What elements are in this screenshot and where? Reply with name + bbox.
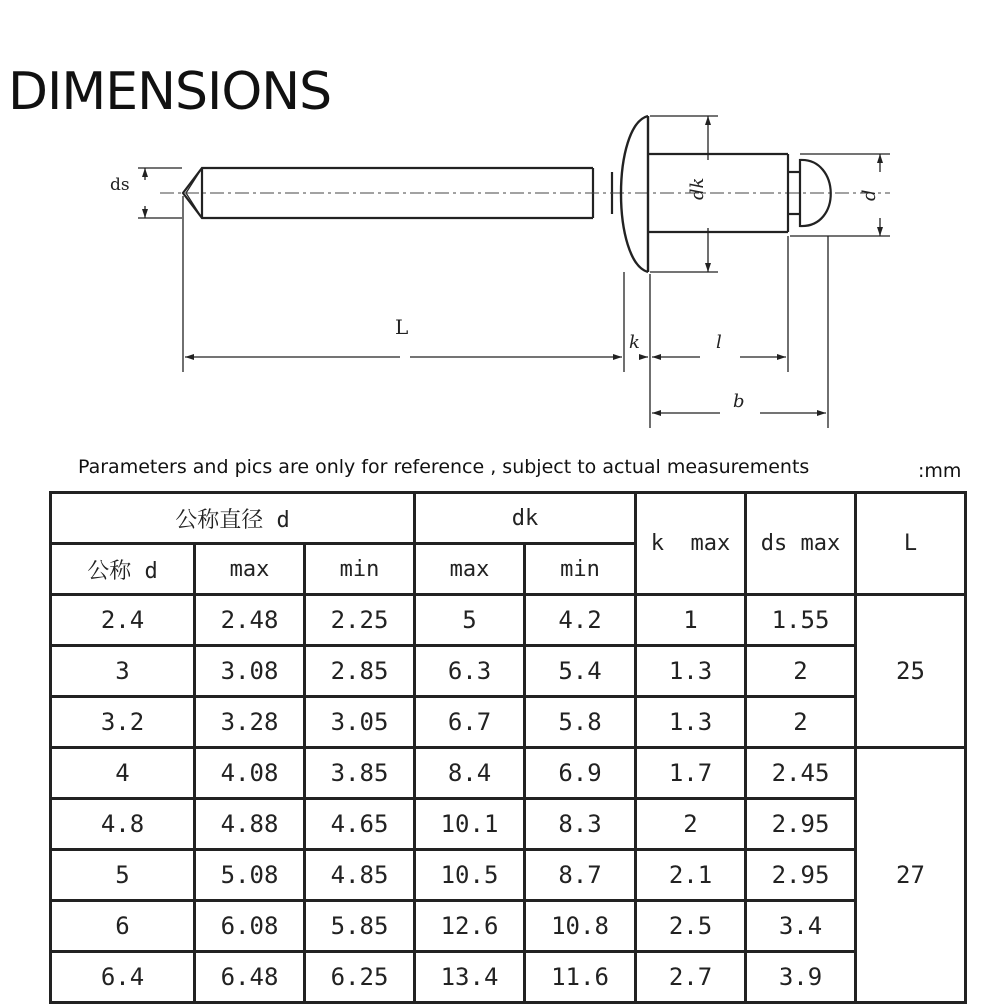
- header-L: L: [856, 493, 966, 595]
- cell-ds-max: 2.95: [746, 850, 856, 901]
- cell-L-group-1: 25: [856, 595, 966, 748]
- cell-d-min: 5.85: [305, 901, 415, 952]
- unit-label: :mm: [918, 460, 962, 482]
- cell-k-max: 1: [636, 595, 746, 646]
- cell-nominal-d: 3.2: [51, 697, 195, 748]
- cell-d-min: 3.85: [305, 748, 415, 799]
- cell-d-max: 4.08: [195, 748, 305, 799]
- table-row: [51, 595, 966, 646]
- table-row: [51, 952, 966, 1003]
- cell-dk-min: 5.8: [525, 697, 636, 748]
- cell-d-min: 2.25: [305, 595, 415, 646]
- cell-dk-max: 6.7: [415, 697, 525, 748]
- label-l: l: [716, 332, 722, 353]
- cell-ds-max: 2.95: [746, 799, 856, 850]
- label-ds: ds: [110, 175, 130, 195]
- cell-k-max: 1.7: [636, 748, 746, 799]
- label-dk: dk: [687, 177, 708, 200]
- page-title: DIMENSIONS: [8, 62, 332, 122]
- cell-nominal-d: 4: [51, 748, 195, 799]
- dim-L: [183, 196, 828, 428]
- header-row-1: [51, 493, 966, 544]
- cell-dk-min: 11.6: [525, 952, 636, 1003]
- header-nominal-diameter: 公称直径 d: [51, 493, 415, 544]
- header-dk-max: max: [415, 544, 525, 595]
- table-row: [51, 646, 966, 697]
- rivet-head: [621, 116, 648, 272]
- cell-dk-max: 13.4: [415, 952, 525, 1003]
- cell-dk-min: 6.9: [525, 748, 636, 799]
- header-ds-max: ds max: [746, 493, 856, 595]
- table-row: [51, 799, 966, 850]
- cell-k-max: 1.3: [636, 697, 746, 748]
- cell-nominal-d: 6.4: [51, 952, 195, 1003]
- label-b: b: [733, 391, 745, 412]
- header-d-min: min: [305, 544, 415, 595]
- cell-nominal-d: 6: [51, 901, 195, 952]
- table-row: [51, 850, 966, 901]
- cell-ds-max: 2: [746, 646, 856, 697]
- cell-dk-min: 8.3: [525, 799, 636, 850]
- cell-k-max: 2.7: [636, 952, 746, 1003]
- cell-ds-max: 2: [746, 697, 856, 748]
- cell-dk-max: 10.1: [415, 799, 525, 850]
- label-k: k: [629, 332, 640, 353]
- header-dk: dk: [415, 493, 636, 544]
- cell-dk-max: 5: [415, 595, 525, 646]
- table-row: [51, 697, 966, 748]
- cell-d-max: 3.08: [195, 646, 305, 697]
- cell-L-group-2: 27: [856, 748, 966, 1003]
- label-L: L: [395, 315, 409, 339]
- cell-dk-min: 8.7: [525, 850, 636, 901]
- cell-d-max: 6.08: [195, 901, 305, 952]
- dimensions-table: [49, 491, 967, 1004]
- cell-d-max: 6.48: [195, 952, 305, 1003]
- cell-k-max: 2.5: [636, 901, 746, 952]
- cell-d-max: 5.08: [195, 850, 305, 901]
- cell-nominal-d: 2.4: [51, 595, 195, 646]
- rivet-diagram: [0, 0, 1000, 440]
- table-row: [51, 901, 966, 952]
- cell-d-min: 6.25: [305, 952, 415, 1003]
- table-row: [51, 748, 966, 799]
- cell-dk-max: 10.5: [415, 850, 525, 901]
- label-d: d: [859, 189, 880, 201]
- cell-dk-max: 6.3: [415, 646, 525, 697]
- cell-nominal-d: 4.8: [51, 799, 195, 850]
- header-d-max: max: [195, 544, 305, 595]
- cell-d-min: 4.65: [305, 799, 415, 850]
- reference-note: Parameters and pics are only for reference , subject to actual measurements: [78, 456, 810, 478]
- cell-k-max: 1.3: [636, 646, 746, 697]
- cell-nominal-d: 5: [51, 850, 195, 901]
- cell-d-max: 3.28: [195, 697, 305, 748]
- cell-dk-max: 12.6: [415, 901, 525, 952]
- header-k-max: k max: [636, 493, 746, 595]
- cell-d-min: 3.05: [305, 697, 415, 748]
- cell-dk-min: 5.4: [525, 646, 636, 697]
- cell-ds-max: 3.4: [746, 901, 856, 952]
- cell-d-max: 2.48: [195, 595, 305, 646]
- cell-k-max: 2: [636, 799, 746, 850]
- cell-d-min: 2.85: [305, 646, 415, 697]
- cell-k-max: 2.1: [636, 850, 746, 901]
- cell-dk-min: 10.8: [525, 901, 636, 952]
- cell-dk-max: 8.4: [415, 748, 525, 799]
- cell-ds-max: 3.9: [746, 952, 856, 1003]
- cell-ds-max: 1.55: [746, 595, 856, 646]
- header-nominal-d: 公称 d: [51, 544, 195, 595]
- cell-d-min: 4.85: [305, 850, 415, 901]
- cell-dk-min: 4.2: [525, 595, 636, 646]
- cell-nominal-d: 3: [51, 646, 195, 697]
- cell-d-max: 4.88: [195, 799, 305, 850]
- header-dk-min: min: [525, 544, 636, 595]
- cell-ds-max: 2.45: [746, 748, 856, 799]
